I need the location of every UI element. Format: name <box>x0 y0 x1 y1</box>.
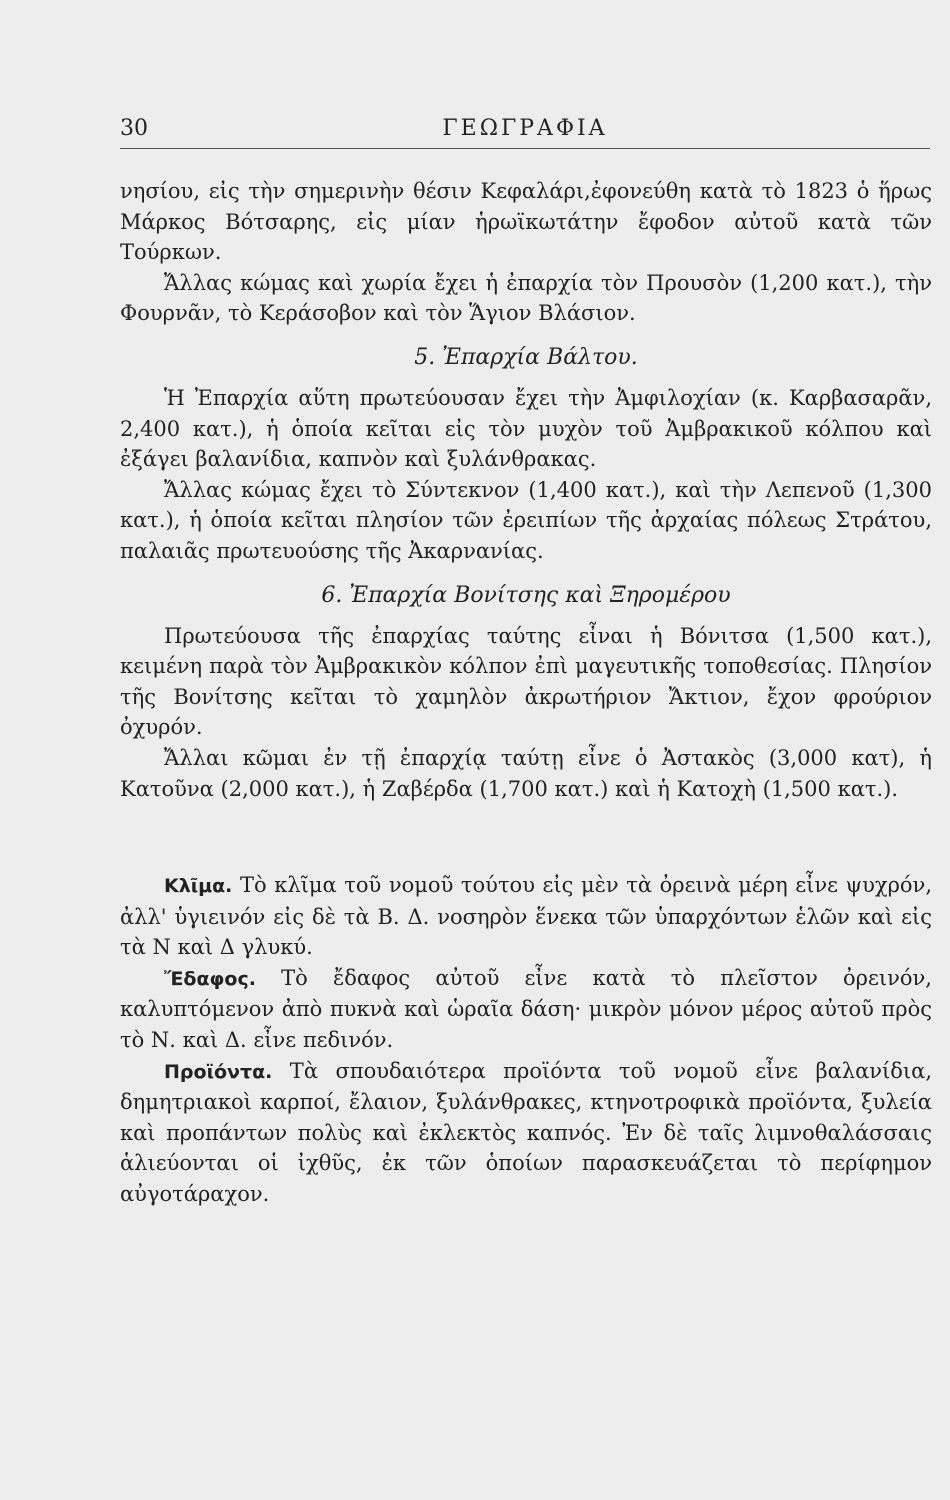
climate-label: Κλῖμα. <box>164 875 233 898</box>
section-title: 5. Ἐπαρχία Βάλτου. <box>414 344 638 370</box>
paragraph-soil <box>120 963 932 1056</box>
running-title: ΓΕΩΓΡΑΦΙΑ <box>442 116 608 141</box>
climate-text: Τὸ κλῖμα τοῦ νομοῦ τούτου εἰς μὲν τὰ ὀρεινὰ μέρη εἶνε ψυχρόν, ἀλλ' ὑγιεινόν εἰς δὲ τὰ Β. Δ. νοσηρὸν ἕνεκα τῶν ὑπαρχόντων ἑλῶν καὶ εἰς τὰ Ν καὶ Δ γλυκύ. <box>120 873 932 960</box>
paragraph: Ἡ Ἐπαρχία αὕτη πρωτεύουσαν ἔχει τὴν Ἀμφιλοχίαν (κ. Καρβασαρᾶν, 2,400 κατ.), ἡ ὁποία κεῖται εἰς τὸν μυχὸν τοῦ Ἀμβρακικοῦ κόλπου καὶ ἐξάγει βαλανίδια, καπνὸν καὶ ξυλάνθρακας. <box>120 385 932 472</box>
paragraph: Ἄλλας κώμας ἔχει τὸ Σύντεκνον (1,400 κατ.), καὶ τὴν Λεπενοῦ (1,300 κατ.), ἡ ὁποία κεῖται πλησίον τῶν ἐρειπίων τῆς ἀρχαίας πόλεως Στράτου, παλαιᾶς πρωτευούσης τῆς Ἀκαρνανίας. <box>120 477 932 563</box>
page-body <box>120 176 932 1210</box>
paragraph: Ἄλλαι κῶμαι ἐν τῇ ἐπαρχίᾳ ταύτῃ εἶνε ὁ Ἀστακὸς (3,000 κατ), ἡ Κατοῦνα (2,000 κατ.), ἡ Ζαβέρδα (1,700 κατ.) καὶ ἡ Κατοχὴ (1,500 κατ.). <box>120 745 932 801</box>
products-text: Τὰ σπουδαιότερα προϊόντα τοῦ νομοῦ εἶνε βαλανίδια, δημητριακοὶ καρποί, ἔλαιον, ξυλάνθρακες, κτηνοτροφικὰ προϊόντα, ξυλεία καὶ προπάντων πολὺς καὶ ἐκλεκτὸς καπνός. Ἐν δὲ ταῖς λιμνοθαλάσσαις ἁλιεύονται οἱ ἰχθῦς, ἐκ τῶν ὁποίων παρασκευάζεται τὸ περίφημον αὐγοτάραχον. <box>120 1058 932 1207</box>
spacer <box>120 804 932 870</box>
section-title: 6. Ἐπαρχία Βονίτσης καὶ Ξηρομέρου <box>321 582 731 608</box>
paragraph: Ἄλλας κώμας καὶ χωρία ἔχει ἡ ἐπαρχία τὸν Προυσὸν (1,200 κατ.), τὴν Φουρνᾶν, τὸ Κεράσοβον καὶ τὸν Ἅγιον Βλάσιον. <box>120 270 932 326</box>
soil-text: Τὸ ἔδαφος αὐτοῦ εἶνε κατὰ τὸ πλεῖστον ὀρεινόν, καλυπτόμενον ἀπὸ πυκνὰ καὶ ὡραῖα δάση· μικρὸν μόνον μέρος αὐτοῦ πρὸς τὸ Ν. καὶ Δ. εἶνε πεδινόν. <box>120 965 932 1053</box>
page-header <box>120 112 930 149</box>
products-label: Προϊόντα. <box>164 1060 273 1083</box>
paragraph-products <box>120 1056 932 1210</box>
soil-label: Ἔδαφος. <box>164 967 256 990</box>
paragraph: Πρωτεύουσα τῆς ἐπαρχίας ταύτης εἶναι ἡ Βόνιτσα (1,500 κατ.), κειμένη παρὰ τὸν Ἀμβρακικὸν κόλπον ἐπὶ μαγευτικῆς τοποθεσίας. Πλησίον τῆς Βονίτσης κεῖται τὸ χαμηλὸν ἀκρωτήριον Ἄκτιον, ἔχον φρούριον ὀχυρόν. <box>120 623 932 740</box>
paragraph-climate <box>120 870 932 963</box>
paragraph: νησίου, εἰς τὴν σημερινὴν θέσιν Κεφαλάρι,ἐφονεύθη κατὰ τὸ 1823 ὁ ἥρως Μάρκος Βότσαρης, εἰς μίαν ἡρωϊκωτάτην ἔφοδον αὐτοῦ κατὰ τῶν Τούρκων. <box>120 179 932 265</box>
page-number: 30 <box>120 116 148 141</box>
